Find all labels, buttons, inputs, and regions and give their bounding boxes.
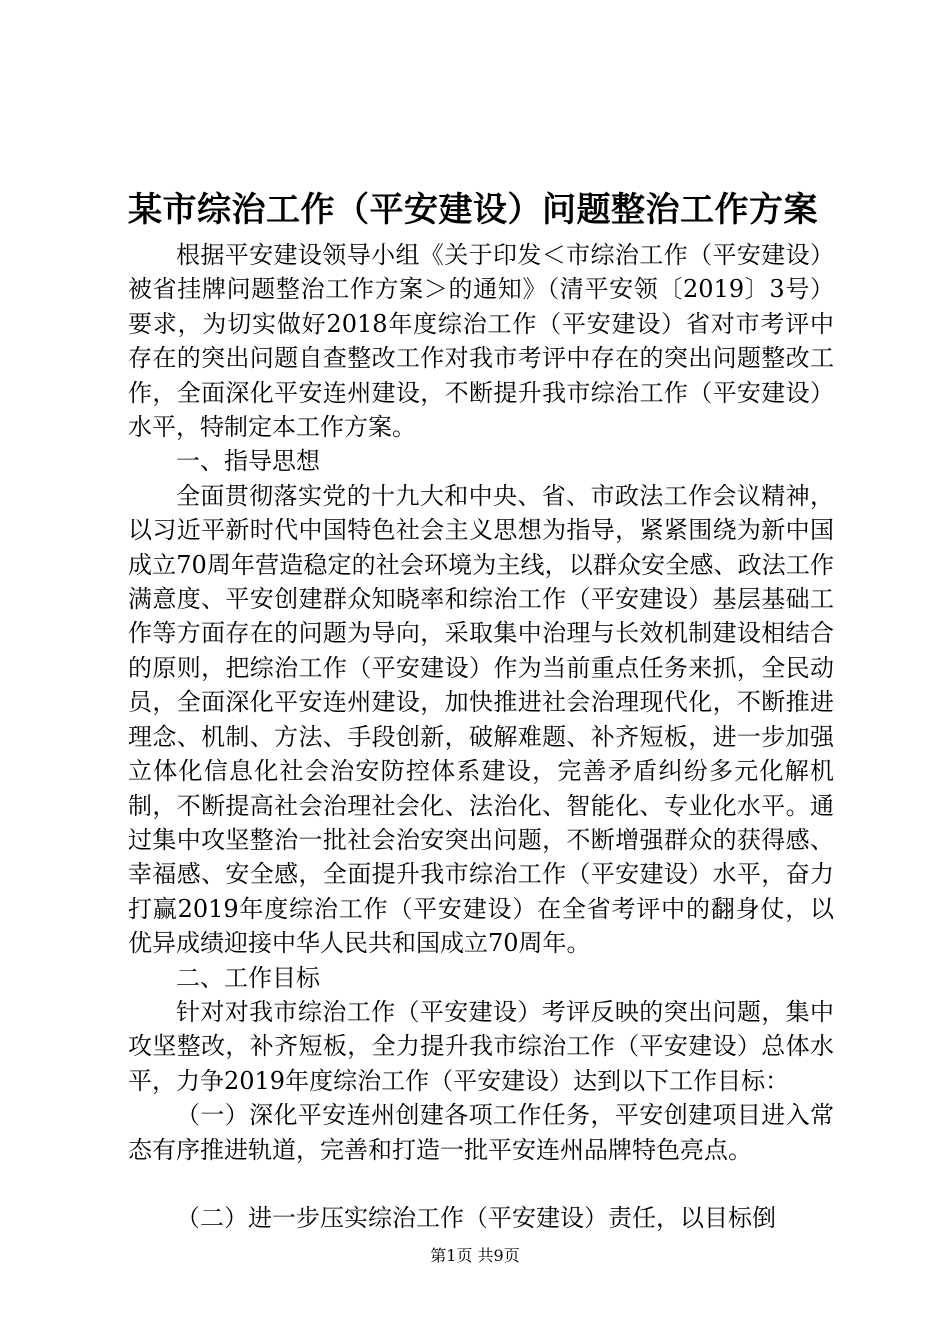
- section-heading-work-goals: 二、工作目标: [176, 963, 320, 992]
- guiding-ideology-paragraph: 全面贯彻落实党的十九大和中央、省、市政法工作会议精神，以习近平新时代中国特色社会主义思想为指导，紧紧围绕为新中国成立70周年营造稳定的社会环境为主线，以群众安全感、政法工作满意度、平安创建群众知晓率和综治工作（平安建设）基层基础工作等方面存在的问题为导向，采取集中治理与长效机制建设相结合的原则，把综治工作（平安建设）作为当前重点任务来抓，全民动员，全面深化平安连州建设，加快推进社会治理现代化，不断推进理念、机制、方法、手段创新，破解难题、补齐短板，进一步加强立体化信息化社会治安防控体系建设，完善矛盾纠纷多元化解机制，不断提高社会治理社会化、法治化、智能化、专业化水平。通过集中攻坚整治一批社会治安突出问题，不断增强群众的获得感、幸福感、安全感，全面提升我市综治工作（平安建设）水平，奋力打赢2019年度综治工作（平安建设）在全省考评中的翻身仗，以优异成绩迎接中华人民共和国成立70周年。: [128, 481, 834, 958]
- page-number-footer: 第1页 共9页: [430, 1246, 520, 1265]
- goal-item-2: （二）进一步压实综治工作（平安建设）责任，以目标倒: [176, 1203, 776, 1232]
- section-heading-guiding-ideology: 一、指导思想: [176, 447, 320, 476]
- work-goals-paragraph: 针对对我市综治工作（平安建设）考评反映的突出问题，集中攻坚整改，补齐短板，全力提升我市综治工作（平安建设）总体水平，力争2019年度综治工作（平安建设）达到以下工作目标：: [128, 997, 834, 1095]
- paragraph-gap: [128, 1167, 834, 1201]
- document-title: 某市综治工作（平安建设）问题整治工作方案: [128, 190, 818, 230]
- intro-paragraph: 根据平安建设领导小组《关于印发＜市综治工作（平安建设）被省挂牌问题整治工作方案＞的通知》（清平安领〔2019〕3号）要求，为切实做好2018年度综治工作（平安建设）省对市考评中存在的突出问题自查整改工作对我市考评中存在的突出问题整改工作，全面深化平安连州建设，不断提升我市综治工作（平安建设）水平，特制定本工作方案。: [128, 241, 834, 442]
- goal-item-1: （一）深化平安连州创建各项工作任务，平安创建项目进入常态有序推进轨道，完善和打造一批平安连州品牌特色亮点。: [128, 1101, 834, 1164]
- document-body: [128, 238, 834, 1235]
